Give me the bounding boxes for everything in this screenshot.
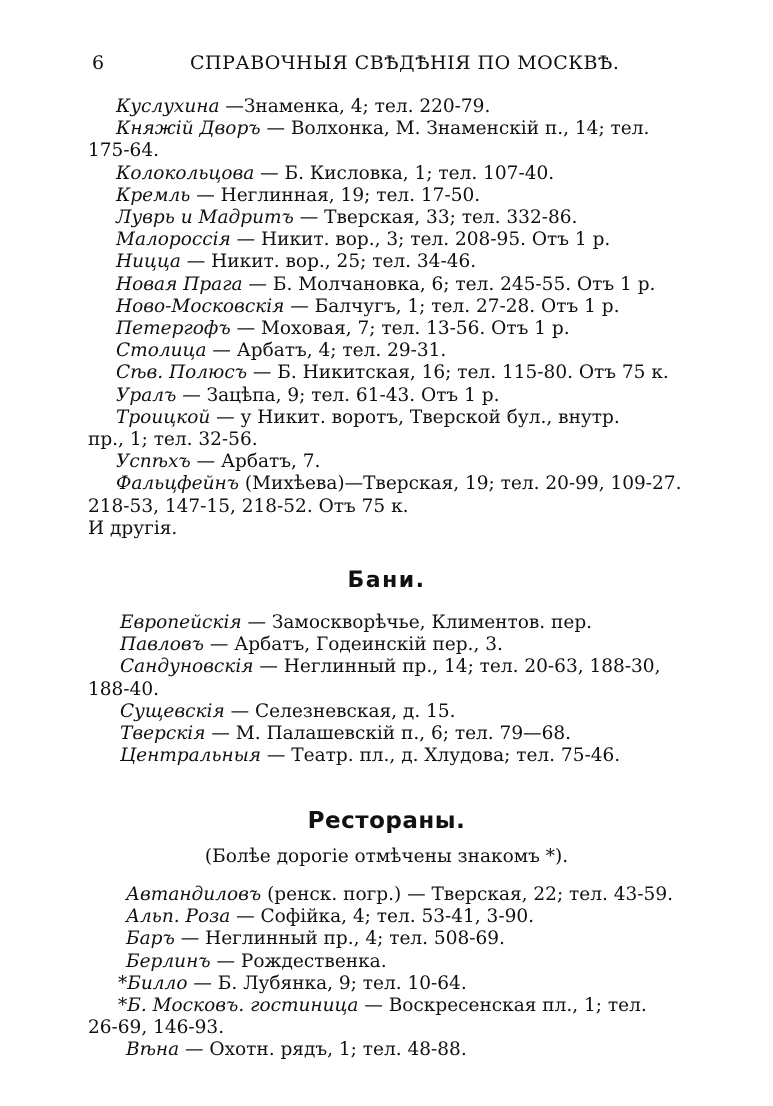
entry-name: Луврь и Мадритъ — [116, 207, 294, 229]
list-entry — [90, 362, 735, 384]
entry-detail: — Балчугъ, 1; тел. 27-28. Отъ 1 р. — [284, 295, 620, 317]
restaurants-section — [90, 884, 735, 1062]
list-entry — [90, 473, 735, 495]
entry-continuation: 26-69, 146-93. — [88, 1017, 225, 1039]
list-entry — [90, 634, 735, 656]
entry-continuation: 188-40. — [88, 678, 159, 700]
entry-name: Куслухина — [116, 96, 220, 117]
entry-name: Малороссія — [116, 229, 231, 251]
list-entry — [90, 185, 735, 207]
entry-detail: — Воскресенская пл., 1; тел. — [358, 995, 647, 1017]
entry-name: Успѣхъ — [116, 451, 191, 473]
list-entry — [90, 951, 735, 973]
list-entry — [90, 385, 735, 407]
entry-detail: — Софійка, 4; тел. 53-41, 3-90. — [230, 906, 535, 928]
list-entry — [90, 995, 735, 1017]
entry-list — [90, 612, 735, 767]
entry-list — [90, 96, 735, 518]
entry-name: Сущевскія — [120, 700, 225, 722]
entry-name: Б. Московъ. гостиница — [127, 995, 359, 1017]
entry-detail: — Арбатъ, Годеинскій пер., 3. — [203, 634, 503, 656]
entry-name: Троицкой — [116, 406, 211, 428]
list-entry — [90, 884, 735, 906]
entry-name: Сѣв. Полюсъ — [116, 362, 248, 384]
entry-name: Княжій Дворъ — [116, 118, 261, 140]
entry-continuation: 175-64. — [88, 140, 159, 162]
entry-name: Берлинъ — [126, 950, 211, 972]
entry-name: Фальцфейнъ — [116, 473, 240, 495]
entry-name: Альп. Роза — [126, 906, 231, 928]
star-mark: * — [118, 995, 128, 1017]
entry-detail: —Знаменка, 4; тел. 220-79. — [219, 96, 491, 117]
list-entry — [90, 723, 735, 745]
entry-detail: (ренск. погр.) — Тверская, 22; тел. 43-59. — [261, 884, 673, 905]
entry-detail: — Б. Кисловка, 1; тел. 107-40. — [254, 162, 555, 184]
list-entry — [90, 274, 735, 296]
entry-detail: — Тверская, 33; тел. 332-86. — [293, 207, 578, 229]
entry-detail: (Михѣева)—Тверская, 19; тел. 20-99, 109-27. — [239, 473, 682, 495]
entry-detail: — Зацѣпа, 9; тел. 61-43. Отъ 1 р. — [176, 384, 500, 406]
list-entry — [90, 318, 735, 340]
baths-heading: Бани. — [347, 568, 426, 593]
entry-name: Уралъ — [116, 384, 177, 406]
list-entry — [90, 296, 735, 318]
entry-detail: — Селезневская, д. 15. — [224, 700, 456, 722]
list-entry — [90, 656, 735, 678]
entry-name: Вѣна — [126, 1039, 180, 1061]
entry-detail: — Б. Никитская, 16; тел. 115-80. Отъ 75 к. — [247, 362, 669, 384]
entry-detail: — Театр. пл., д. Хлудова; тел. 75-46. — [261, 745, 621, 767]
entry-detail: — у Никит. воротъ, Тверской бул., внутр. — [210, 406, 620, 428]
entry-name: Петергофъ — [116, 318, 231, 340]
entry-continuation: пр., 1; тел. 32-56. — [88, 429, 258, 451]
list-entry — [90, 906, 735, 928]
entry-detail: — Моховая, 7; тел. 13-56. Отъ 1 р. — [230, 318, 570, 340]
page-number: 6 — [92, 52, 105, 74]
list-entry — [90, 612, 735, 634]
entry-name: Кремль — [116, 184, 191, 206]
list-entry — [90, 701, 735, 723]
star-mark: * — [118, 972, 128, 994]
list-entry — [90, 973, 735, 995]
page-header — [92, 52, 732, 82]
list-entry — [90, 451, 735, 473]
entry-name: Новая Прага — [116, 273, 243, 295]
list-entry — [90, 118, 735, 140]
list-entry — [90, 96, 735, 118]
entry-detail: — М. Палашевскій п., 6; тел. 79—68. — [205, 723, 572, 745]
entry-detail: — Никит. вор., 25; тел. 34-46. — [180, 251, 477, 273]
list-entry — [90, 1039, 735, 1061]
entry-name: Центральныя — [120, 745, 262, 767]
entry-name: Павловъ — [120, 634, 204, 656]
baths-section — [90, 612, 735, 767]
entry-detail: — Арбатъ, 4; тел. 29-31. — [206, 340, 447, 362]
list-entry — [90, 229, 735, 251]
entry-detail: — Неглинный пр., 14; тел. 20-63, 188-30, — [253, 656, 661, 678]
entry-name: Автандиловъ — [126, 884, 262, 905]
entry-detail: — Никит. вор., 3; тел. 208-95. Отъ 1 р. — [230, 229, 611, 251]
list-entry — [90, 163, 735, 185]
entry-list — [90, 884, 735, 1062]
entry-name: Сандуновскія — [120, 656, 254, 678]
list-entry — [90, 928, 735, 950]
entry-detail: — Рождественка. — [210, 950, 387, 972]
restaurants-heading: Рестораны. — [307, 808, 466, 834]
entry-name: Столица — [116, 340, 207, 362]
entry-name: Ницца — [116, 251, 181, 273]
entry-detail: — Неглинная, 19; тел. 17-50. — [190, 184, 481, 206]
entry-name: Европейскія — [120, 612, 242, 633]
entry-continuation: 218-53, 147-15, 218-52. Отъ 75 к. — [88, 495, 409, 517]
closing-text: И другія. — [88, 517, 178, 539]
listing-section-continued — [90, 96, 735, 540]
entry-detail: — Арбатъ, 7. — [190, 451, 321, 473]
list-entry — [90, 207, 735, 229]
entry-detail: — Охотн. рядъ, 1; тел. 48-88. — [179, 1039, 467, 1061]
list-entry — [90, 340, 735, 362]
entry-name: Билло — [127, 972, 188, 994]
entry-name: Баръ — [126, 928, 175, 950]
entry-name: Тверскія — [120, 723, 206, 745]
entry-detail: — Волхонка, М. Знаменскій п., 14; тел. — [260, 118, 650, 140]
running-title: СПРАВОЧНЫЯ СВѢДѢНІЯ ПО МОСКВѢ. — [190, 52, 620, 74]
list-entry — [90, 251, 735, 273]
list-entry — [90, 745, 735, 767]
restaurants-subheading: (Болѣе дорогіе отмѣчены знакомъ *). — [204, 846, 569, 867]
entry-name: Ново-Московскія — [116, 295, 285, 317]
entry-detail: — Б. Лубянка, 9; тел. 10-64. — [187, 972, 467, 994]
entry-detail: — Замоскворѣчье, Климентов. пер. — [241, 612, 593, 633]
entry-name: Колокольцова — [116, 162, 255, 184]
list-entry — [90, 407, 735, 429]
entry-detail: — Неглинный пр., 4; тел. 508-69. — [174, 928, 505, 950]
entry-detail: — Б. Молчановка, 6; тел. 245-55. Отъ 1 р. — [242, 273, 656, 295]
